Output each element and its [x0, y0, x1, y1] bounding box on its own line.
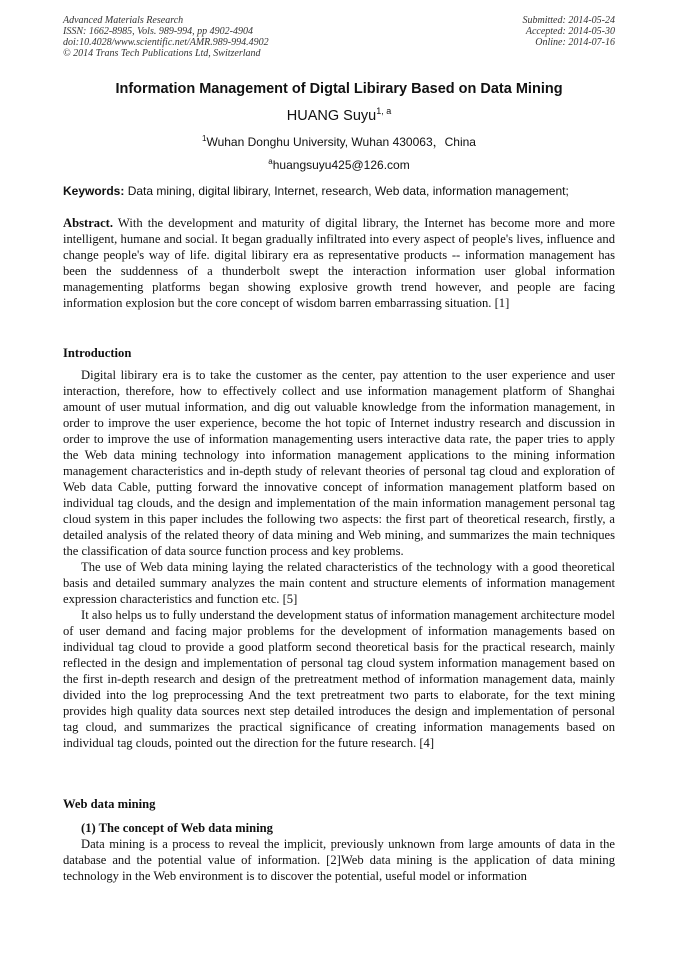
author-sup: 1, a [376, 106, 392, 116]
keywords-text: Data mining, digital libirary, Internet, research, Web data, information management; [124, 184, 569, 198]
web-data-mining-paragraph-1: Data mining is a process to reveal the implicit, previously unknown from large amounts of data in the database and the potential value of information. [2]Web data mining is the application of data mining technology in the Web environment is to discover the potential, useful model or information [63, 837, 615, 883]
abstract-text: With the development and maturity of digital library, the Internet has become more and more intelligent, humane and social. It began gradually infiltrated into every aspect of people's lives, influence and change people's way of life. digital libirary era as representative products -- information management has been the suddenness of a thunderbolt swept the interaction information user global information managementing platforms began showing explosive growth trend however, and people are facing information explosion but the core concept of wisdom barren embarrassing situation. [1] [63, 216, 615, 310]
email-text: huangsuyu425@126.com [272, 158, 410, 172]
affiliation-text: Wuhan Donghu University, Wuhan 430063，China [206, 135, 476, 149]
abstract-label: Abstract. [63, 216, 114, 230]
journal-copyright: © 2014 Trans Tech Publications Ltd, Switzerland [63, 48, 261, 59]
affiliation-sup: 1 [202, 134, 207, 143]
paper-title: Information Management of Digtal Libirary Based on Data Mining [115, 81, 563, 97]
author-name: HUANG Suyu [286, 107, 377, 124]
introduction-body [63, 367, 615, 751]
email-sup: a [268, 157, 273, 166]
introduction-paragraph-3: It also helps us to fully understand the development status of information management architecture model of user demand and facing major problems for the development of information managements based on individual tag cloud to provide a good platform second theoretical basis for the practical research, mainly reflected in the design and implementation of personal tag cloud system information management based on the first in-depth research and design of the pretreatment method of information management data, mainly divided into the log preprocessing And the text pretreatment two parts to elaborate, for the text mining provides high quality data sources next step detailed introduces the design and implementation of personal tag cloud, and summarizes the practical significance of creating information managements based on individual tag clouds, pointed out the direction for the future research. [4] [63, 608, 615, 750]
author [63, 102, 615, 125]
web-data-mining-subheading: (1) The concept of Web data mining [81, 821, 273, 835]
author-email [63, 155, 615, 172]
web-data-mining-body [63, 836, 615, 884]
abstract [63, 215, 615, 311]
introduction-paragraph-2: The use of Web data mining laying the related characteristics of the technology with a good theoretical basis and detailed summary analyzes the main content and structure elements of information management expression characteristics and function etc. [5] [63, 560, 615, 606]
introduction-paragraph-1: Digital libirary era is to take the customer as the center, pay attention to the user experience and user interaction, therefore, how to effectively collect and use information management platform of Shanghai amount of user mutual information, and dig out valuable knowledge from the information management, in order to improve the user experience, become the hot topic of Internet industry research and discussion in order to improve the use of information managementing users interactive data rate, the paper tries to apply the Web data mining technology into information management applications to the mining information management characteristics and in-depth study of relevant theories of personal tag cloud and exploration of Web data Cable, putting forward the innovative concept of information management platform based on individual tag clouds, and the design and implementation of the main information management personal tag cloud system in this paper includes the following two aspects: the first part of theoretical research, firstly, a detailed analysis of the related theory of data mining and Web mining, and summarizes the main techniques the classification of data source function process and key problems. [63, 368, 615, 558]
introduction-heading: Introduction [63, 346, 132, 360]
submission-dates [523, 15, 616, 48]
journal-info [63, 15, 269, 59]
affiliation [63, 132, 615, 149]
accepted-date: Accepted: 2014-05-30 [525, 26, 615, 37]
journal-doi: doi:10.4028/www.scientific.net/AMR.989-994.4902 [63, 37, 269, 48]
submitted-date: Submitted: 2014-05-24 [522, 15, 615, 26]
journal-issn: ISSN: 1662-8985, Vols. 989-994, pp 4902-4904 [63, 26, 253, 37]
online-date: Online: 2014-07-16 [535, 37, 615, 48]
keywords [63, 184, 615, 198]
web-data-mining-heading: Web data mining [63, 797, 156, 811]
keywords-label: Keywords: [63, 184, 125, 198]
journal-name: Advanced Materials Research [63, 15, 184, 26]
